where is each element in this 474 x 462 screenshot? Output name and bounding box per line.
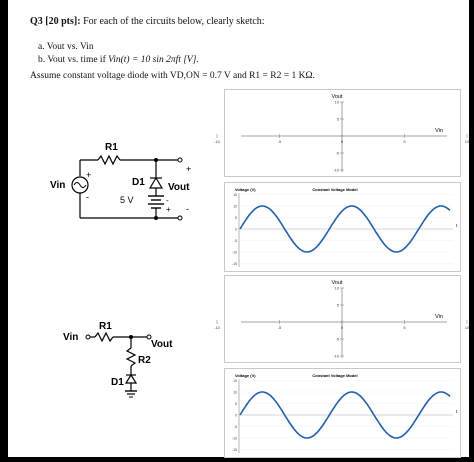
resistor-r2 xyxy=(127,348,135,366)
y-tick-label: -5 xyxy=(233,239,237,243)
x-tick-label: -5 xyxy=(277,139,282,144)
y-axis-label: Voltage (V) xyxy=(235,373,256,378)
question-header xyxy=(30,16,265,27)
x-tick-label: 10 xyxy=(464,325,470,330)
x-axis-label: Vin xyxy=(435,314,443,320)
label-d1: D1 xyxy=(132,177,145,188)
x-tick-label: 0 xyxy=(340,325,344,330)
y-tick-label: -10 xyxy=(333,167,339,173)
transfer-plot-2 xyxy=(214,275,470,363)
x-tick-label: 0 xyxy=(340,139,344,144)
t-axis-label: t xyxy=(456,409,458,414)
y-tick-label: 5 xyxy=(336,302,339,308)
label-vin-2: Vin xyxy=(63,332,79,343)
y-axis-label: Vout xyxy=(331,94,343,100)
resistor-r1 xyxy=(98,156,120,164)
label-r1: R1 xyxy=(105,142,118,153)
plot-title: Constant Voltage Model xyxy=(312,187,358,192)
question-label: Q3 [20 pts]: xyxy=(30,16,81,27)
y-tick-label: 10 xyxy=(233,204,237,209)
y-tick-label: 5 xyxy=(235,216,237,220)
worksheet-page xyxy=(8,0,469,457)
circuit-1-diagram xyxy=(48,130,198,230)
y-tick-label: 10 xyxy=(334,285,339,291)
y-tick-label: -10 xyxy=(333,353,339,359)
x-tick-label: 10 xyxy=(464,139,470,144)
label-r2: R2 xyxy=(138,355,151,366)
part-a-text: a. Vout vs. Vin xyxy=(38,42,94,52)
y-tick-label: -10 xyxy=(231,436,237,441)
y-tick-label: 10 xyxy=(334,99,339,105)
y-axis-label: Vout xyxy=(331,280,343,286)
part-b-prefix: b. Vout vs. time if xyxy=(38,55,106,65)
y-tick-label: 15 xyxy=(233,193,237,197)
plus-sign-vout: + xyxy=(186,164,192,174)
plus-sign-vin: + xyxy=(86,170,92,180)
circuit-2-diagram xyxy=(63,315,183,415)
x-tick-label: 5 xyxy=(403,139,406,144)
y-tick-label: 5 xyxy=(336,116,339,122)
question-text: For each of the circuits below, clearly sketch: xyxy=(83,16,265,27)
minus-sign-battery: - xyxy=(166,196,169,205)
minus-sign-vout: - xyxy=(186,204,189,214)
y-tick-label: 5 xyxy=(235,402,237,406)
label-r1-2: R1 xyxy=(99,321,112,332)
y-tick-label: -15 xyxy=(231,448,237,452)
label-vout-2: Vout xyxy=(151,339,173,350)
diode-d1 xyxy=(150,178,162,188)
y-tick-label: 0 xyxy=(235,227,237,232)
x-tick-label: -10 xyxy=(214,139,220,144)
transfer-plot-1 xyxy=(214,89,470,177)
part-b-line xyxy=(38,55,199,65)
y-tick-label: 10 xyxy=(233,390,237,395)
y-axis-label: Voltage (V) xyxy=(235,187,256,192)
y-tick-label: 0 xyxy=(235,413,237,418)
y-tick-label: -15 xyxy=(231,262,237,266)
part-b-equation: Vin(t) = 10 sin 2πft [V]. xyxy=(108,55,199,65)
y-tick-label: 15 xyxy=(233,379,237,383)
label-5v: 5 V xyxy=(120,195,134,205)
x-tick-label: 5 xyxy=(403,325,406,330)
y-tick-label: -5 xyxy=(233,425,237,429)
x-tick-label: -5 xyxy=(277,325,282,330)
diode-d1-2 xyxy=(126,375,136,383)
label-d1-2: D1 xyxy=(111,377,124,388)
label-vin: Vin xyxy=(50,180,66,191)
time-plot-1 xyxy=(224,182,461,272)
assumption-text: Assume constant voltage diode with VD,ON = 0.7 V and R1 = R2 = 1 KΩ. xyxy=(30,71,315,81)
plus-sign-battery: + xyxy=(166,205,171,214)
x-axis-label: Vin xyxy=(435,128,443,134)
resistor-r1-2 xyxy=(95,333,113,341)
minus-sign-vin: - xyxy=(86,192,89,202)
t-axis-label: t xyxy=(456,223,458,228)
y-tick-label: -5 xyxy=(335,150,339,156)
label-vout: Vout xyxy=(168,182,190,193)
time-plot-2 xyxy=(224,368,461,458)
y-tick-label: -10 xyxy=(231,250,237,255)
y-tick-label: -5 xyxy=(335,336,339,342)
x-tick-label: -10 xyxy=(214,325,220,330)
plot-title: Constant Voltage Model xyxy=(312,373,358,378)
